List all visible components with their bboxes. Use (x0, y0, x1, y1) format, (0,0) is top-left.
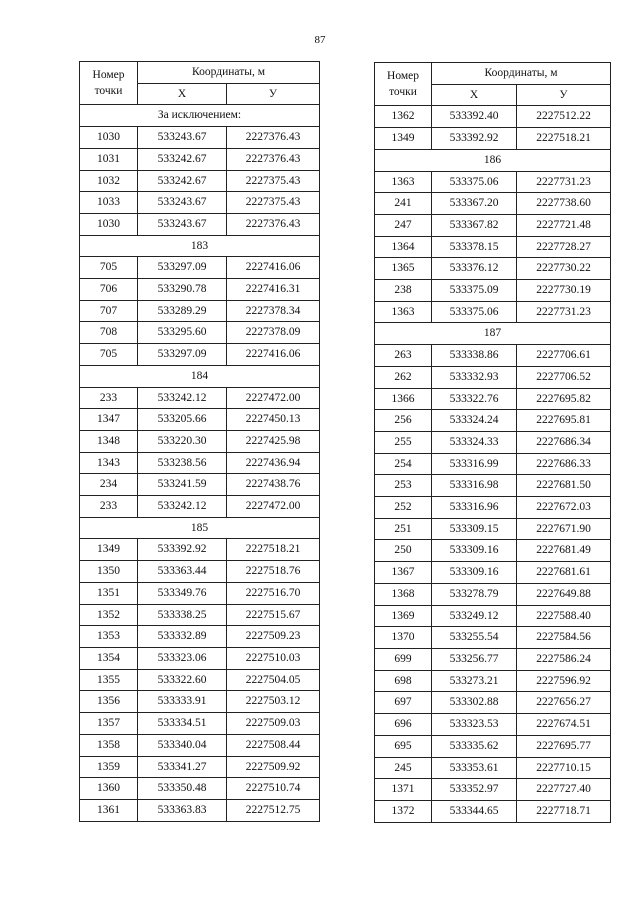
point-number-cell: 1355 (80, 669, 138, 691)
table-body-left (80, 105, 320, 821)
y-coordinate-cell: 2227378.34 (227, 300, 320, 322)
table-body-right (375, 106, 611, 822)
point-number-cell: 1372 (375, 800, 432, 822)
table-row (375, 388, 611, 410)
y-coordinate-cell: 2227509.03 (227, 713, 320, 735)
x-coordinate-cell: 533392.92 (432, 128, 517, 150)
y-coordinate-cell: 2227649.88 (517, 583, 611, 605)
y-coordinate-cell: 2227718.71 (517, 800, 611, 822)
point-number-cell: 706 (80, 279, 138, 301)
section-label: За исключением: (80, 105, 320, 127)
point-number-cell: 697 (375, 692, 432, 714)
page-number: 87 (314, 34, 326, 46)
point-number-cell: 1348 (80, 430, 138, 452)
table-row (375, 735, 611, 757)
y-coordinate-cell: 2227738.60 (517, 193, 611, 215)
point-number-cell: 241 (375, 193, 432, 215)
x-coordinate-cell: 533243.67 (138, 213, 227, 235)
table-row (80, 582, 320, 604)
point-number-cell: 238 (375, 280, 432, 302)
table-row (80, 322, 320, 344)
section-row (80, 105, 320, 127)
x-coordinate-cell: 533367.82 (432, 214, 517, 236)
table-row (375, 366, 611, 388)
section-row (375, 323, 611, 345)
table-row (375, 171, 611, 193)
x-coordinate-cell: 533316.99 (432, 453, 517, 475)
y-coordinate-cell: 2227416.06 (227, 257, 320, 279)
y-coordinate-cell: 2227376.43 (227, 213, 320, 235)
table-row (80, 496, 320, 518)
y-coordinate-cell: 2227512.75 (227, 799, 320, 821)
point-number-cell: 1358 (80, 734, 138, 756)
point-number-header-line2: точки (389, 86, 417, 99)
point-number-cell: 1031 (80, 148, 138, 170)
y-coordinate-cell: 2227450.13 (227, 409, 320, 431)
x-coordinate-cell: 533324.24 (432, 410, 517, 432)
x-coordinate-cell: 533340.04 (138, 734, 227, 756)
table-row (80, 279, 320, 301)
section-label: 187 (375, 323, 611, 345)
table-row (375, 757, 611, 779)
table-row (375, 627, 611, 649)
table-row (375, 714, 611, 736)
x-coordinate-cell: 533290.78 (138, 279, 227, 301)
point-number-cell: 1369 (375, 605, 432, 627)
point-number-cell: 695 (375, 735, 432, 757)
point-number-cell: 1368 (375, 583, 432, 605)
y-coordinate-cell: 2227706.52 (517, 366, 611, 388)
table-row (80, 344, 320, 366)
y-coordinate-cell: 2227681.50 (517, 475, 611, 497)
point-number-cell: 1360 (80, 778, 138, 800)
coordinates-table-left (79, 61, 320, 822)
x-coordinate-cell: 533350.48 (138, 778, 227, 800)
y-coordinate-cell: 2227518.21 (227, 539, 320, 561)
y-coordinate-cell: 2227695.77 (517, 735, 611, 757)
table-row (80, 539, 320, 561)
y-coordinate-cell: 2227376.43 (227, 127, 320, 149)
x-column-header: X (138, 83, 227, 105)
y-coordinate-cell: 2227515.67 (227, 604, 320, 626)
table-row (80, 409, 320, 431)
point-number-header (80, 62, 138, 105)
x-coordinate-cell: 533367.20 (432, 193, 517, 215)
coordinates-header: Координаты, м (138, 62, 320, 84)
x-column-header: X (432, 84, 517, 106)
point-number-header (375, 63, 432, 106)
point-number-cell: 1364 (375, 236, 432, 258)
y-coordinate-cell: 2227518.76 (227, 561, 320, 583)
x-coordinate-cell: 533349.76 (138, 582, 227, 604)
x-coordinate-cell: 533323.06 (138, 647, 227, 669)
table-row (375, 800, 611, 822)
x-coordinate-cell: 533316.98 (432, 475, 517, 497)
y-coordinate-cell: 2227710.15 (517, 757, 611, 779)
point-number-cell: 1370 (375, 627, 432, 649)
y-coordinate-cell: 2227516.70 (227, 582, 320, 604)
y-coordinate-cell: 2227656.27 (517, 692, 611, 714)
point-number-cell: 253 (375, 475, 432, 497)
point-number-cell: 1367 (375, 562, 432, 584)
point-number-cell: 1030 (80, 213, 138, 235)
x-coordinate-cell: 533297.09 (138, 344, 227, 366)
y-coordinate-cell: 2227518.21 (517, 128, 611, 150)
table-row (375, 280, 611, 302)
point-number-cell: 247 (375, 214, 432, 236)
y-coordinate-cell: 2227503.12 (227, 691, 320, 713)
x-coordinate-cell: 533392.40 (432, 106, 517, 128)
table-row (80, 213, 320, 235)
table-row (375, 518, 611, 540)
x-coordinate-cell: 533238.56 (138, 452, 227, 474)
y-coordinate-cell: 2227730.22 (517, 258, 611, 280)
table-row (375, 410, 611, 432)
y-coordinate-cell: 2227672.03 (517, 497, 611, 519)
table-row (80, 300, 320, 322)
y-coordinate-cell: 2227596.92 (517, 670, 611, 692)
point-number-header-line1: Номер (387, 70, 419, 83)
x-coordinate-cell: 533255.54 (432, 627, 517, 649)
table-row (80, 257, 320, 279)
y-coordinate-cell: 2227731.23 (517, 301, 611, 323)
y-coordinate-cell: 2227695.81 (517, 410, 611, 432)
y-coordinate-cell: 2227671.90 (517, 518, 611, 540)
section-label: 183 (80, 235, 320, 257)
y-coordinate-cell: 2227510.74 (227, 778, 320, 800)
point-number-cell: 254 (375, 453, 432, 475)
table-row (80, 561, 320, 583)
point-number-cell: 1343 (80, 452, 138, 474)
x-coordinate-cell: 533297.09 (138, 257, 227, 279)
x-coordinate-cell: 533341.27 (138, 756, 227, 778)
table-row (375, 648, 611, 670)
point-number-cell: 1347 (80, 409, 138, 431)
section-row (80, 365, 320, 387)
table-row (375, 214, 611, 236)
point-number-cell: 1366 (375, 388, 432, 410)
table-row (375, 236, 611, 258)
x-coordinate-cell: 533392.92 (138, 539, 227, 561)
point-number-cell: 1354 (80, 647, 138, 669)
y-coordinate-cell: 2227584.56 (517, 627, 611, 649)
table-row (375, 779, 611, 801)
table-row (80, 691, 320, 713)
point-number-cell: 252 (375, 497, 432, 519)
y-coordinate-cell: 2227509.92 (227, 756, 320, 778)
section-row (80, 235, 320, 257)
point-number-cell: 1365 (375, 258, 432, 280)
x-coordinate-cell: 533295.60 (138, 322, 227, 344)
table-row (80, 170, 320, 192)
y-coordinate-cell: 2227730.19 (517, 280, 611, 302)
point-number-cell: 1352 (80, 604, 138, 626)
point-number-cell: 1033 (80, 192, 138, 214)
table-row (80, 430, 320, 452)
y-coordinate-cell: 2227416.06 (227, 344, 320, 366)
x-coordinate-cell: 533333.91 (138, 691, 227, 713)
table-row (375, 540, 611, 562)
x-coordinate-cell: 533375.06 (432, 171, 517, 193)
y-coordinate-cell: 2227728.27 (517, 236, 611, 258)
y-coordinate-cell: 2227706.61 (517, 345, 611, 367)
table-row (375, 562, 611, 584)
section-row (375, 149, 611, 171)
table-row (375, 670, 611, 692)
y-coordinate-cell: 2227416.31 (227, 279, 320, 301)
table-row (80, 713, 320, 735)
x-coordinate-cell: 533322.76 (432, 388, 517, 410)
coordinates-table-right (374, 62, 611, 823)
x-coordinate-cell: 533309.16 (432, 540, 517, 562)
x-coordinate-cell: 533220.30 (138, 430, 227, 452)
coordinates-header: Координаты, м (432, 63, 611, 85)
point-number-cell: 707 (80, 300, 138, 322)
y-coordinate-cell: 2227438.76 (227, 474, 320, 496)
table-row (80, 148, 320, 170)
y-coordinate-cell: 2227510.03 (227, 647, 320, 669)
y-coordinate-cell: 2227375.43 (227, 170, 320, 192)
point-number-cell: 233 (80, 496, 138, 518)
x-coordinate-cell: 533375.09 (432, 280, 517, 302)
x-coordinate-cell: 533363.83 (138, 799, 227, 821)
table-row (80, 756, 320, 778)
point-number-cell: 263 (375, 345, 432, 367)
x-coordinate-cell: 533309.16 (432, 562, 517, 584)
point-number-cell: 1349 (375, 128, 432, 150)
x-coordinate-cell: 533278.79 (432, 583, 517, 605)
point-number-cell: 234 (80, 474, 138, 496)
table-row (80, 778, 320, 800)
x-coordinate-cell: 533353.61 (432, 757, 517, 779)
x-coordinate-cell: 533344.65 (432, 800, 517, 822)
x-coordinate-cell: 533309.15 (432, 518, 517, 540)
table-row (375, 605, 611, 627)
table-row (80, 387, 320, 409)
table-row (375, 301, 611, 323)
point-number-cell: 1363 (375, 301, 432, 323)
y-coordinate-cell: 2227472.00 (227, 387, 320, 409)
table-row (80, 127, 320, 149)
table-row (375, 128, 611, 150)
x-coordinate-cell: 533376.12 (432, 258, 517, 280)
y-coordinate-cell: 2227425.98 (227, 430, 320, 452)
table-row (80, 452, 320, 474)
point-number-cell: 1361 (80, 799, 138, 821)
x-coordinate-cell: 533378.15 (432, 236, 517, 258)
point-number-cell: 708 (80, 322, 138, 344)
x-coordinate-cell: 533334.51 (138, 713, 227, 735)
x-coordinate-cell: 533316.96 (432, 497, 517, 519)
y-coordinate-cell: 2227731.23 (517, 171, 611, 193)
table-row (80, 192, 320, 214)
y-coordinate-cell: 2227686.33 (517, 453, 611, 475)
point-number-cell: 245 (375, 757, 432, 779)
point-number-cell: 255 (375, 431, 432, 453)
x-coordinate-cell: 533338.25 (138, 604, 227, 626)
point-number-cell: 256 (375, 410, 432, 432)
point-number-cell: 1349 (80, 539, 138, 561)
table-row (375, 583, 611, 605)
point-number-cell: 1371 (375, 779, 432, 801)
table-row (375, 497, 611, 519)
x-coordinate-cell: 533249.12 (432, 605, 517, 627)
y-coordinate-cell: 2227674.51 (517, 714, 611, 736)
x-coordinate-cell: 533363.44 (138, 561, 227, 583)
x-coordinate-cell: 533338.86 (432, 345, 517, 367)
point-number-header-line1: Номер (92, 69, 125, 82)
table-row (375, 258, 611, 280)
table-row (375, 431, 611, 453)
section-label: 186 (375, 149, 611, 171)
point-number-cell: 1357 (80, 713, 138, 735)
y-coordinate-cell: 2227378.09 (227, 322, 320, 344)
y-coordinate-cell: 2227376.43 (227, 148, 320, 170)
x-coordinate-cell: 533302.88 (432, 692, 517, 714)
x-coordinate-cell: 533242.12 (138, 496, 227, 518)
x-coordinate-cell: 533273.21 (432, 670, 517, 692)
section-row (80, 517, 320, 539)
point-number-cell: 1363 (375, 171, 432, 193)
table-row (375, 193, 611, 215)
x-coordinate-cell: 533242.12 (138, 387, 227, 409)
table-row (375, 475, 611, 497)
table-row (80, 474, 320, 496)
point-number-cell: 1356 (80, 691, 138, 713)
point-number-cell: 1359 (80, 756, 138, 778)
x-coordinate-cell: 533332.93 (432, 366, 517, 388)
point-number-cell: 1353 (80, 626, 138, 648)
point-number-cell: 699 (375, 648, 432, 670)
point-number-header-line2: точки (94, 85, 123, 98)
y-column-header: У (227, 83, 320, 105)
y-coordinate-cell: 2227504.05 (227, 669, 320, 691)
section-label: 184 (80, 365, 320, 387)
table-row (80, 734, 320, 756)
point-number-cell: 705 (80, 344, 138, 366)
point-number-cell: 1030 (80, 127, 138, 149)
x-coordinate-cell: 533324.33 (432, 431, 517, 453)
point-number-cell: 262 (375, 366, 432, 388)
point-number-cell: 233 (80, 387, 138, 409)
point-number-cell: 1032 (80, 170, 138, 192)
point-number-cell: 1362 (375, 106, 432, 128)
y-coordinate-cell: 2227681.49 (517, 540, 611, 562)
table-row (375, 345, 611, 367)
y-coordinate-cell: 2227695.82 (517, 388, 611, 410)
table-row (80, 647, 320, 669)
x-coordinate-cell: 533256.77 (432, 648, 517, 670)
point-number-cell: 1350 (80, 561, 138, 583)
x-coordinate-cell: 533375.06 (432, 301, 517, 323)
table-row (375, 453, 611, 475)
x-coordinate-cell: 533322.60 (138, 669, 227, 691)
y-column-header: У (517, 84, 611, 106)
y-coordinate-cell: 2227512.22 (517, 106, 611, 128)
y-coordinate-cell: 2227472.00 (227, 496, 320, 518)
point-number-cell: 1351 (80, 582, 138, 604)
point-number-cell: 705 (80, 257, 138, 279)
point-number-cell: 250 (375, 540, 432, 562)
x-coordinate-cell: 533332.89 (138, 626, 227, 648)
point-number-cell: 696 (375, 714, 432, 736)
table-row (375, 106, 611, 128)
y-coordinate-cell: 2227588.40 (517, 605, 611, 627)
y-coordinate-cell: 2227508.44 (227, 734, 320, 756)
table-row (375, 692, 611, 714)
y-coordinate-cell: 2227686.34 (517, 431, 611, 453)
table-row (80, 604, 320, 626)
table-row (80, 799, 320, 821)
table-row (80, 669, 320, 691)
x-coordinate-cell: 533335.62 (432, 735, 517, 757)
x-coordinate-cell: 533243.67 (138, 192, 227, 214)
point-number-cell: 698 (375, 670, 432, 692)
point-number-cell: 251 (375, 518, 432, 540)
y-coordinate-cell: 2227727.40 (517, 779, 611, 801)
y-coordinate-cell: 2227375.43 (227, 192, 320, 214)
x-coordinate-cell: 533241.59 (138, 474, 227, 496)
table-row (80, 626, 320, 648)
x-coordinate-cell: 533289.29 (138, 300, 227, 322)
y-coordinate-cell: 2227681.61 (517, 562, 611, 584)
x-coordinate-cell: 533205.66 (138, 409, 227, 431)
x-coordinate-cell: 533242.67 (138, 148, 227, 170)
x-coordinate-cell: 533323.53 (432, 714, 517, 736)
y-coordinate-cell: 2227436.94 (227, 452, 320, 474)
y-coordinate-cell: 2227586.24 (517, 648, 611, 670)
section-label: 185 (80, 517, 320, 539)
y-coordinate-cell: 2227721.48 (517, 214, 611, 236)
x-coordinate-cell: 533243.67 (138, 127, 227, 149)
x-coordinate-cell: 533352.97 (432, 779, 517, 801)
y-coordinate-cell: 2227509.23 (227, 626, 320, 648)
x-coordinate-cell: 533242.67 (138, 170, 227, 192)
